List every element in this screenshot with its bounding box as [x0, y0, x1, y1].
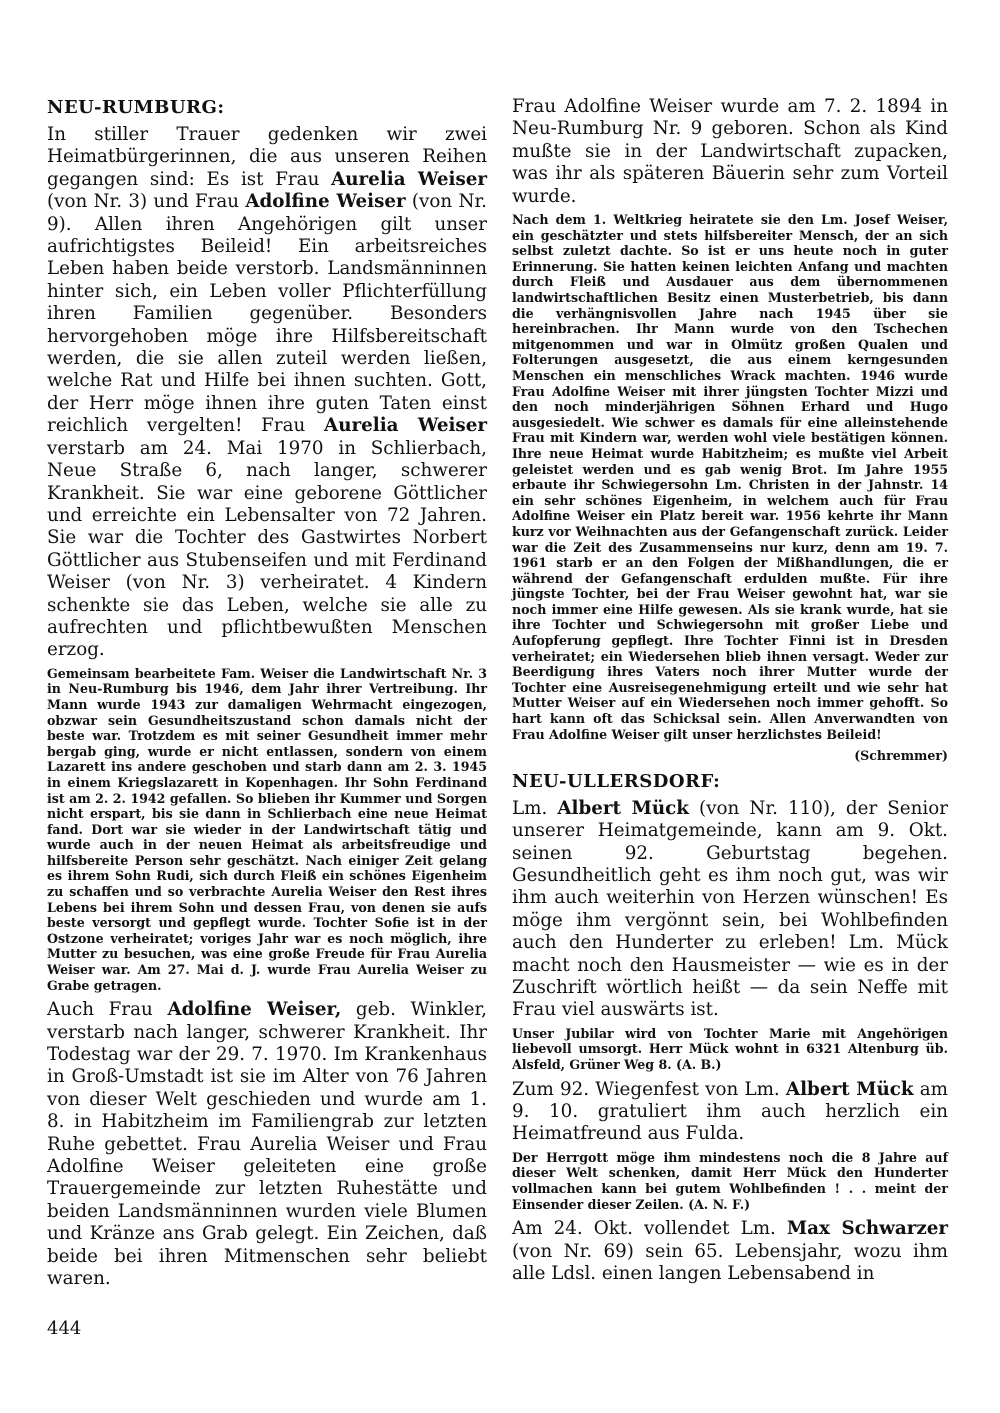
name-albert-mueck-2: Albert Mück — [785, 1078, 914, 1100]
name-adolfine-weiser-2: Adolfine Weiser, — [167, 999, 342, 1021]
obituary-intro-paragraph: In stiller Trauer gedenken wir zwei Heimatbürgerinnen, die aus unseren Reihen gegangen sind: Es ist Frau Aurelia Weiser (von Nr. 3) und Frau Adolfine Weiser (von Nr. 9). Allen ihren Angehörigen gilt unser aufrichtigstes Beileid! Ein arbeitsreiches Leben haben beide verstorb. Landsmänninnen hinter sich, ein Leben voller Pflichterfüllung ihren Familien gegenüber. Besonders hervorgehoben möge ihre Hilfsbereitschaft werden, die sie allen zuteil werden ließen, welche Rat und Hilfe bei ihnen suchten. Gott, der Herr möge ihnen ihre guten Taten einst reichlich vergelten! Frau Aurelia Weiser verstarb am 24. Mai 1970 in Schlierbach, Neue Straße 6, nach langer, schwerer Krankheit. Sie war eine geborene Göttlicher und erreichte ein Lebensalter von 72 Jahren. Sie war die Tochter des Gastwirtes Norbert Göttlicher aus Stubenseifen und mit Ferdinand Weiser (von Nr. 3) verheiratet. 4 Kindern schenkte sie das Leben, welche sie alle zu aufrechten und pflichtbewußten Menschen erzog. — [47, 124, 487, 661]
right-column — [512, 96, 948, 1289]
page-number: 444 — [47, 1318, 82, 1339]
aurelia-biography-small: Gemeinsam bearbeitete Fam. Weiser die Landwirtschaft Nr. 3 in Neu-Rumburg bis 1946, dem Jahr ihrer Vertreibung. Ihr Mann wurde 1943 zur damaligen Wehrmacht eingezogen, obzwar sein Gesundheitszustand schon damals nicht der beste war. Trotzdem es mit seiner Gesundheit immer mehr bergab ging, wurde er nicht entlassen, sondern von einem Lazarett ins andere geschoben und starb dann am 2. 3. 1945 in einem Kriegslazarett in Kopenhagen. Ihr Sohn Ferdinand ist am 2. 2. 1942 gefallen. So blieben ihr Kummer und Sorgen nicht erspart, bis sie dann in Schlierbach eine neue Heimat fand. Dort war sie wieder in der Landwirtschaft tätig und wurde auch in der neuen Heimat als arbeitsfreudige und hilfsbereite Person sehr geschätzt. Nach einiger Zeit gelang es ihrem Sohn Rudi, sich durch Fleiß ein schönes Eigenheim zu schaffen und so verbrachte Aurelia Weiser den Rest ihres Lebens bei ihrem Sohn und dessen Frau, von denen sie aufs beste versorgt und gepflegt wurde. Tochter Sofie ist in der Ostzone verheiratet; voriges Jahr war es noch möglich, ihre Mutter zu besuchen, was eine große Freude für Frau Aurelia Weiser war. Am 27. Mai d. J. wurde Frau Aurelia Weiser zu Grabe getragen. — [47, 665, 487, 993]
name-albert-mueck: Albert Mück — [557, 797, 689, 819]
herrgott-note-small: Der Herrgott möge ihm mindestens noch die 8 Jahre auf dieser Welt schenken, damit Herr Mück den Hunderter vollmachen kann bei gutem Wohlbefinden ! . . meint der Einsender dieser Zeilen. (A. N. F.) — [512, 1149, 948, 1212]
adolfine-death-paragraph: Auch Frau Adolfine Weiser, geb. Winkler, verstarb nach langer, schwerer Krankheit. Ihr Todestag war der 29. 7. 1970. Im Krankenhaus in Groß-Umstadt ist sie im Alter von 76 Jahren von dieser Welt geschieden und wurde am 1. 8. in Habitzheim im Familiengrab zur letzten Ruhe gebettet. Frau Aurelia Weiser und Frau Adolfine Weiser geleiteten eine große Trauergemeinde zur letzten Ruhestätte und beiden Landsmänninnen wurden viele Blumen und Kränze ans Grab gelegt. Ein Zeichen, daß beide bei ihren Mitmenschen sehr beliebt waren. — [47, 999, 487, 1290]
left-column — [47, 96, 487, 1295]
adolfine-birth-paragraph: Frau Adolfine Weiser wurde am 7. 2. 1894 in Neu-Rumburg Nr. 9 geboren. Schon als Kind mußte sie in der Landwirtschaft zupacken, was ihr als späteren Bäuerin sehr zum Vorteil wurde. — [512, 96, 948, 207]
max-schwarzer-paragraph: Am 24. Okt. vollendet Lm. Max Schwarzer (von Nr. 69) sein 65. Lebensjahr, wozu ihm alle Ldsl. einen langen Lebensabend in — [512, 1218, 948, 1285]
name-aurelia-weiser-2: Aurelia Weiser — [324, 415, 487, 437]
name-max-schwarzer: Max Schwarzer — [786, 1218, 948, 1240]
author-signature: (Schremmer) — [854, 748, 948, 764]
name-adolfine-weiser: Adolfine Weiser — [245, 191, 406, 213]
name-aurelia-weiser: Aurelia Weiser — [331, 168, 487, 190]
adolfine-biography-small: Nach dem 1. Weltkrieg heiratete sie den Lm. Josef Weiser, ein geschätzter und stets hilfsbereiter Mensch, der an sich selbst zuletzt dachte. So ist er uns heute noch in guter Erinnerung. Sie hatten keinen leichten Anfang und machten durch Fleiß und Ausdauer aus dem übernommenen landwirtschaftlichen Besitz einen Musterbetrieb, bis dann die verhängnisvollen Jahre nach 1945 über sie hereinbrachen. Ihr Mann wurde von den Tschechen mitgenommen und war in Olmütz großen Qualen und Folterungen ausgesetzt, die aus einem kerngesunden Menschen ein menschliches Wrack machten. 1946 wurde Frau Adolfine Weiser mit ihrer jüngsten Tochter Mizzi und den noch minderjährigen Söhnen Erhard und Hugo ausgesiedelt. Wie schwer es damals für eine alleinstehende Frau mit Kindern war, werden wohl viele bestätigen können. Ihre neue Heimat wurde Habitzheim; es mußte viel Arbeit geleistet werden und es gab wenig Brot. Im Jahre 1955 erbaute ihr Schwiegersohn Lm. Christen in der Jahnstr. 14 ein sehr schönes Eigenheim, in welchem auch für Frau Adolfine Weiser ein Platz bereit war. 1956 kehrte ihr Mann kurz vor Weihnachten aus der Gefangenschaft zurück. Leider war die Zeit des Zusammenseins nur kurz, denn am 19. 7. 1961 starb er an den Folgen der Mißhandlungen, die er während der Gefangenschaft erdulden mußte. Für ihre jüngste Tochter, bei der Frau Weiser gewohnt hat, war sie noch immer eine Hilfe gewesen. Als sie krank wurde, hat sie ihre Tochter und Schwiegersohn mit großer Liebe und Aufopferung gepflegt. Ihre Tochter Finni ist in Dresden verheiratet; ein Wiedersehen blieb ihnen versagt. Weder zur Beerdigung ihres Vaters noch ihrer Mutter wurde der Tochter eine Ausreisegenehmigung erteilt und wie sehr hat Mutter Weiser auf ein Wiedersehen noch immer gehofft. So hart kann oft das Schicksal sein. Allen Anverwandten von Frau Adolfine Weiser gilt unser herzlichstes Beileid! — [512, 212, 948, 742]
section-heading-neu-ullersdorf: NEU-ULLERSDORF: — [512, 770, 721, 792]
jubilar-note-small: Unser Jubilar wird von Tochter Marie mit Angehörigen liebevoll umsorgt. Herr Mück wohnt in 6321 Altenburg üb. Alsfeld, Grüner Weg 8. (A. B.) — [512, 1025, 948, 1073]
fulda-greeting-paragraph: Zum 92. Wiegenfest von Lm. Albert Mück am 9. 10. gratuliert ihm auch herzlich ein Heimatfreund aus Fulda. — [512, 1078, 949, 1145]
section-heading-neu-rumburg: NEU-RUMBURG: — [47, 97, 225, 118]
albert-mueck-birthday-paragraph: Lm. Albert Mück (von Nr. 110), der Senior unserer Heimatgemeinde, kann am 9. Okt. seinen 92. Geburtstag begehen. Gesundheitlich geht es ihm noch gut, was wir ihm auch weiterhin von Herzen wünschen! Es möge ihm vergönnt sein, bei Wohlbefinden auch den Hunderter zu erleben! Lm. Mück macht noch den Hausmeister — wie es in der Zuschrift wörtlich heißt — da sein Neffe mit Frau viel auswärts ist. — [512, 797, 948, 1021]
